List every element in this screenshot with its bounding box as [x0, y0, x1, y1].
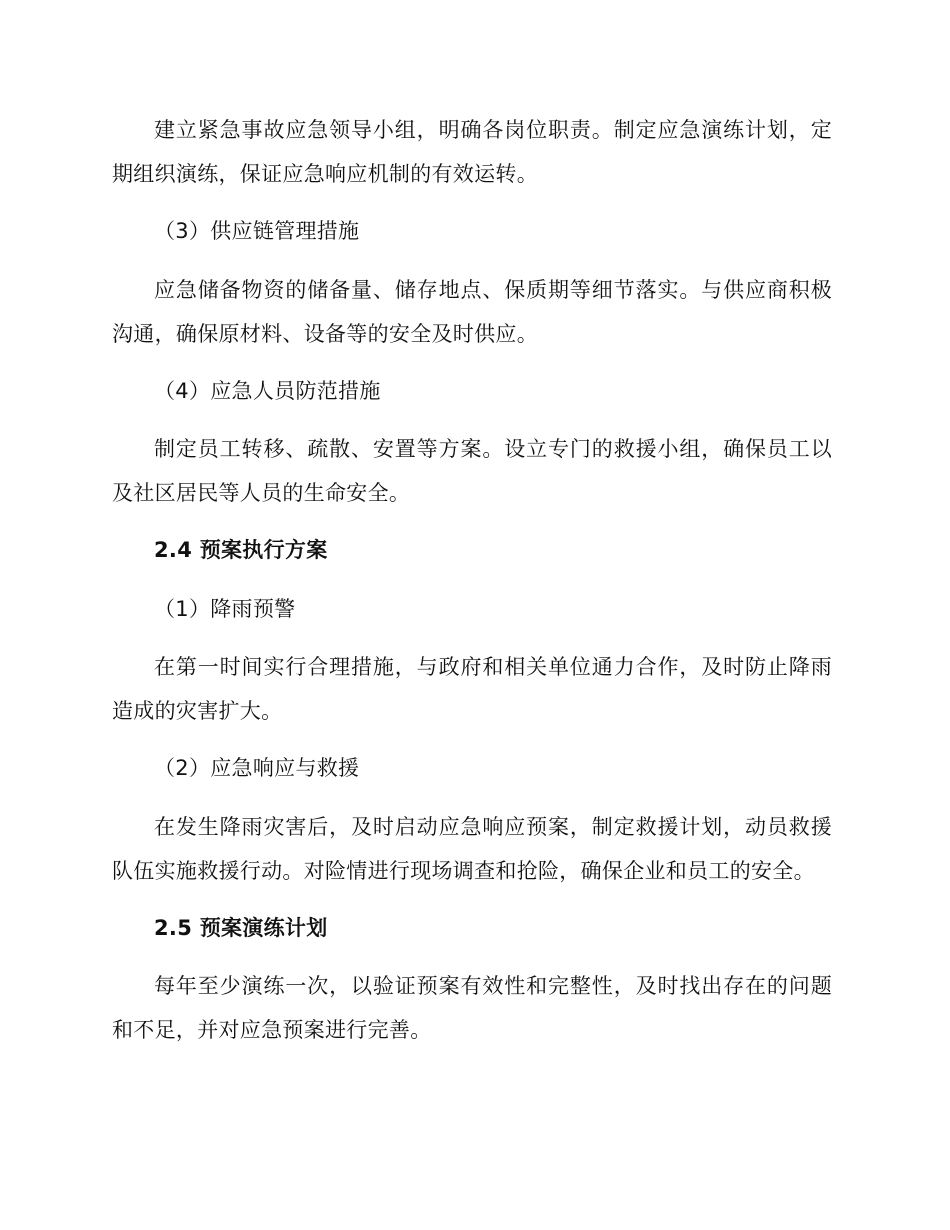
subheading-response-rescue: （2）应急响应与救援: [154, 756, 360, 780]
subheading-supply-chain: （3）供应链管理措施: [154, 219, 360, 243]
section-heading-2-4: 2.4 预案执行方案: [154, 538, 328, 562]
paragraph-drill-plan: 每年至少演练一次，以验证预案有效性和完整性，及时找出存在的问题和不足，并对应急预案进行完善。: [112, 974, 832, 1042]
paragraph-personnel-protection: 制定员工转移、疏散、安置等方案。设立专门的救援小组，确保员工以及社区居民等人员的生命安全。: [112, 437, 832, 505]
paragraph-emergency-leadership: 建立紧急事故应急领导小组，明确各岗位职责。制定应急演练计划，定期组织演练，保证应急响应机制的有效运转。: [112, 118, 832, 186]
section-heading-2-5: 2.5 预案演练计划: [154, 916, 328, 940]
paragraph-rain-warning: 在第一时间实行合理措施，与政府和相关单位通力合作，及时防止降雨造成的灾害扩大。: [112, 655, 832, 723]
paragraph-supply-chain: 应急储备物资的储备量、储存地点、保质期等细节落实。与供应商积极沟通，确保原材料、设备等的安全及时供应。: [112, 278, 832, 346]
subheading-personnel-protection: （4）应急人员防范措施: [154, 379, 381, 403]
subheading-rain-warning: （1）降雨预警: [154, 597, 296, 621]
paragraph-response-rescue: 在发生降雨灾害后，及时启动应急响应预案，制定救援计划，动员救援队伍实施救援行动。对险情进行现场调查和抢险，确保企业和员工的安全。: [112, 815, 832, 883]
